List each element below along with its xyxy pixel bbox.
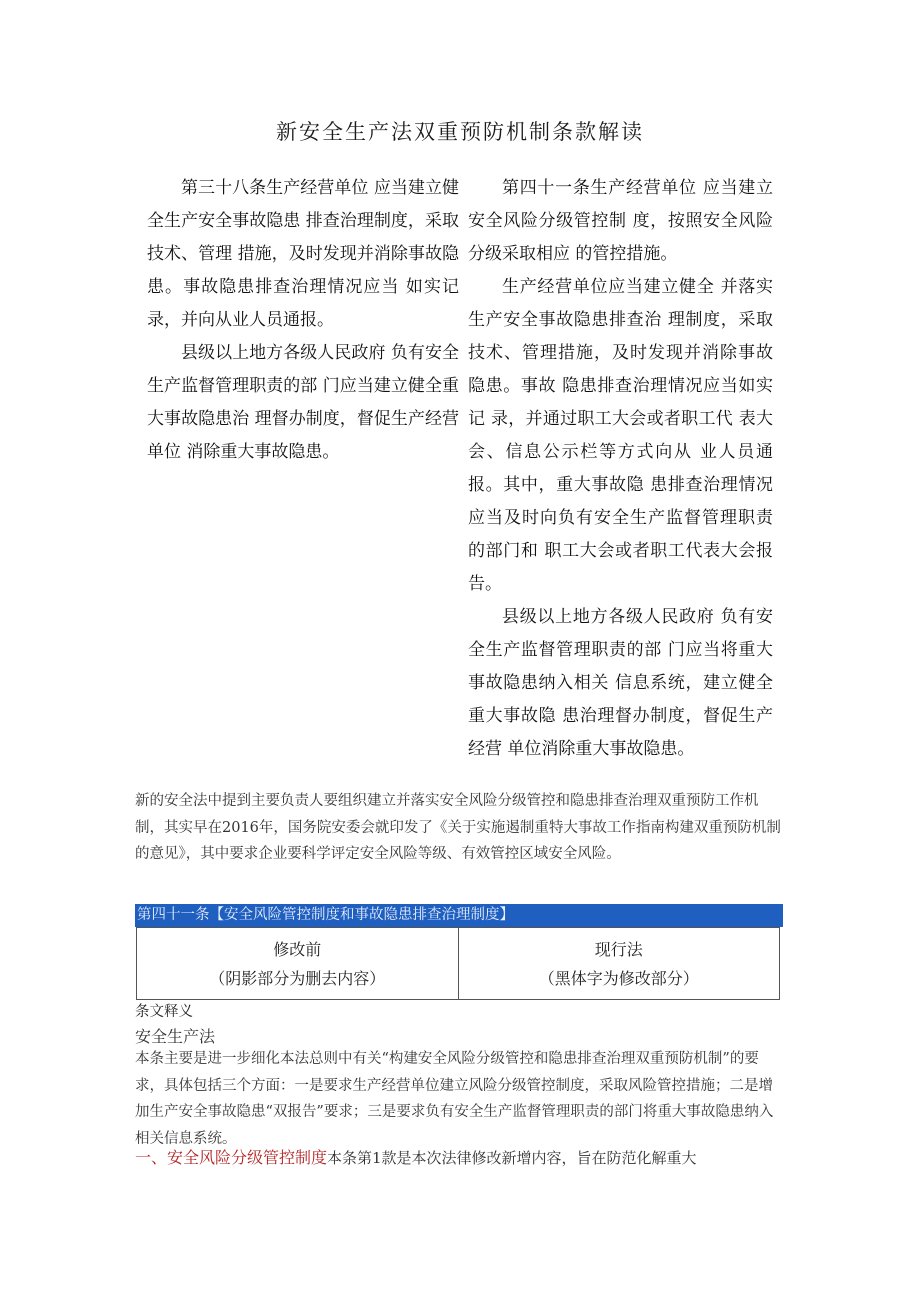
before-note: （阴影部分为删去内容） bbox=[209, 968, 386, 988]
right-paragraph-3: 县级以上地方各级人民政府 负有安全生产监督管理职责的部 门应当将重大事故隐患纳入相关 信息系统，建立健全重大事故隐 患治理督办制度，督促生产经营 单位消除重大事故隐患。 bbox=[468, 607, 773, 759]
comparison-table bbox=[136, 927, 780, 1000]
intro-paragraph: 新的安全法中提到主要负责人要组织建立并落实安全风险分级管控和隐患排查治理双重预防工作机制，其实早在2016年，国务院安委会就印发了《关于实施遏制重特大事故工作指南构建双重预防机制的意见》，其中要求企业要科学评定安全风险等级、有效管控区域安全风险。 bbox=[135, 793, 781, 862]
right-paragraph-2: 生产经营单位应当建立健全 并落实生产安全事故隐患排查治 理制度，采取技术、管理措施，及时发现并消除事故隐患。事故 隐患排查治理情况应当如实记 录，并通过职工大会或者职工代 表大会、信息公示栏等方式向从 业人员通报。其中，重大事故隐 患排查治理情况应当及时向负有安全生产监督管理职责的部门和 职工大会或者职工代表大会报告。 bbox=[468, 277, 773, 594]
left-paragraph-2: 县级以上地方各级人民政府 负有安全生产监督管理职责的部 门应当建立健全重大事故隐患治 理督办制度，督促生产经营单位 消除重大事故隐患。 bbox=[147, 343, 459, 462]
right-column bbox=[468, 172, 773, 766]
section-heading-rest: 本条第1款是本次法律修改新增内容，旨在防范化解重大 bbox=[327, 1149, 697, 1167]
after-title: 现行法 bbox=[594, 939, 643, 959]
section-heading: 一、安全风险分级管控制度 bbox=[135, 1148, 328, 1167]
table-row bbox=[137, 928, 780, 1000]
label-tiaowen: 条文释义 bbox=[135, 1004, 193, 1020]
before-title: 修改前 bbox=[273, 939, 322, 959]
after-note: （黑体字为修改部分） bbox=[538, 968, 699, 988]
left-paragraph-1: 第三十八条生产经营单位 应当建立健全生产安全事故隐患 排查治理制度，采取技术、管理 措施，及时发现并消除事故隐 患。事故隐患排查治理情况应当 如实记录，并向从业人员通报。 bbox=[147, 178, 459, 330]
after-cell bbox=[458, 928, 780, 1000]
right-paragraph-1: 第四十一条生产经营单位 应当建立安全风险分级管控制 度，按照安全风险分级采取相应 的管控措施。 bbox=[468, 178, 773, 264]
last-line bbox=[135, 1144, 795, 1172]
section-bar: 第四十一条【安全风险管控制度和事故隐患排查治理制度】 bbox=[135, 904, 783, 927]
before-cell bbox=[137, 928, 459, 1000]
label-law: 安全生产法 bbox=[135, 1027, 216, 1046]
page-title: 新安全生产法双重预防机制条款解读 bbox=[276, 120, 644, 144]
left-column bbox=[147, 172, 459, 469]
explain-paragraph: 本条主要是进一步细化本法总则中有关“构建安全风险分级管控和隐患排查治理双重预防机制”的要求，具体包括三个方面：一是要求生产经营单位建立风险分级管控制度，采取风险管控措施；二是增加生产安全事故隐患“双报告”要求；三是要求负有安全生产监督管理职责的部门将重大事故隐患纳入相关信息系统。 bbox=[135, 1051, 774, 1147]
